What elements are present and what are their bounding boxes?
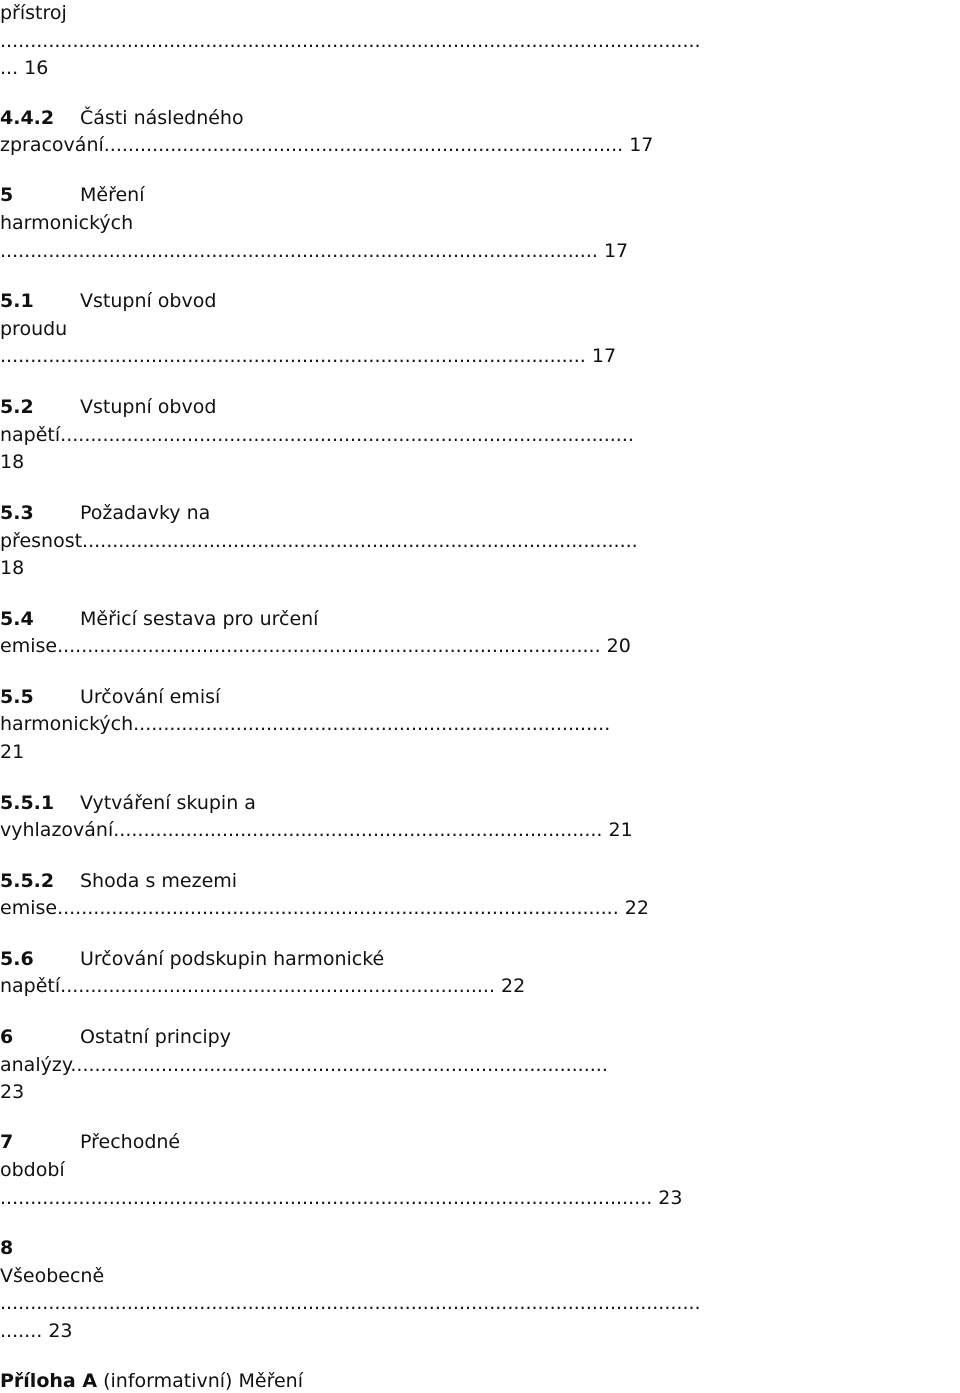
toc-section-number: 5.1 xyxy=(0,290,34,312)
toc-page-number: 18 xyxy=(0,557,25,579)
toc-section-number: 6 xyxy=(0,1026,14,1048)
toc-section-number: 7 xyxy=(0,1131,14,1153)
toc-entry-text: přesnost............................................................................................ xyxy=(0,530,638,552)
toc-entry-text: vyhlazování................................................................................. 21 xyxy=(0,819,633,841)
toc-leader-dots: ................................................................................................. 17 xyxy=(0,345,617,367)
toc-section-title: Vstupní obvod xyxy=(80,396,217,418)
toc-entry-text: napětí........................................................................ 22 xyxy=(0,975,526,997)
toc-page-number: ... 16 xyxy=(0,57,49,79)
toc-section-title: Ostatní principy xyxy=(80,1026,231,1048)
toc-entry-text: přístroj xyxy=(0,2,67,24)
toc-leader-dots: ............................................................................................................ 23 xyxy=(0,1187,683,1209)
toc-entry-text: emise............................................................................................. 22 xyxy=(0,897,649,919)
toc-entry-text: období xyxy=(0,1159,65,1181)
toc-page-number: ....... 23 xyxy=(0,1320,73,1342)
toc-page-number: 18 xyxy=(0,451,25,473)
toc-entry-text: analýzy......................................................................................... xyxy=(0,1054,608,1076)
toc-section-title: Vytváření skupin a xyxy=(80,792,256,814)
toc-section-title: Vstupní obvod xyxy=(80,290,217,312)
toc-page-number: 23 xyxy=(0,1081,25,1103)
toc-entry-text: harmonických xyxy=(0,212,134,234)
toc-section-number: 5.6 xyxy=(0,948,34,970)
toc-section-title: Měření xyxy=(80,184,145,206)
toc-section-number: 5.5 xyxy=(0,686,34,708)
toc-section-number: 5.5.2 xyxy=(0,870,55,892)
toc-section-title: Přechodné xyxy=(80,1131,181,1153)
toc-entry-text: harmonických............................................................................... xyxy=(0,713,611,735)
toc-section-number: 5.4 xyxy=(0,608,34,630)
toc-leader-dots: .................................................................................................................... xyxy=(0,1292,701,1314)
toc-section-number: 5.2 xyxy=(0,396,34,418)
toc-section-title: Požadavky na xyxy=(80,502,211,524)
toc-section-number: 8 xyxy=(0,1237,14,1259)
toc-entry-text: zpracování...................................................................................... 17 xyxy=(0,134,654,156)
toc-section-title: Všeobecně xyxy=(0,1265,105,1287)
toc-section-title: Měřicí sestava pro určení xyxy=(80,608,319,630)
toc-entry-text: emise.......................................................................................... 20 xyxy=(0,635,631,657)
toc-page-number: 21 xyxy=(0,741,25,763)
toc-section-number: 5.3 xyxy=(0,502,34,524)
toc-section-number: 5.5.1 xyxy=(0,792,55,814)
toc-entry-text: proudu xyxy=(0,318,68,340)
toc-section-title: Určování podskupin harmonické xyxy=(80,948,385,970)
toc-appendix-entry xyxy=(0,1372,303,1391)
toc-section-number: 5 xyxy=(0,184,14,206)
appendix-title: (informativní) Měření xyxy=(97,1370,303,1392)
toc-section-title: Shoda s mezemi xyxy=(80,870,238,892)
toc-entry-text: napětí............................................................................................... xyxy=(0,424,634,446)
toc-section-title: Určování emisí xyxy=(80,686,221,708)
toc-section-number: 4.4.2 xyxy=(0,107,55,129)
toc-leader-dots: ................................................................................................... 17 xyxy=(0,240,629,262)
toc-leader-dots: .................................................................................................................... xyxy=(0,30,701,52)
appendix-label: Příloha A xyxy=(0,1370,98,1392)
toc-section-title: Části následného xyxy=(80,107,244,129)
